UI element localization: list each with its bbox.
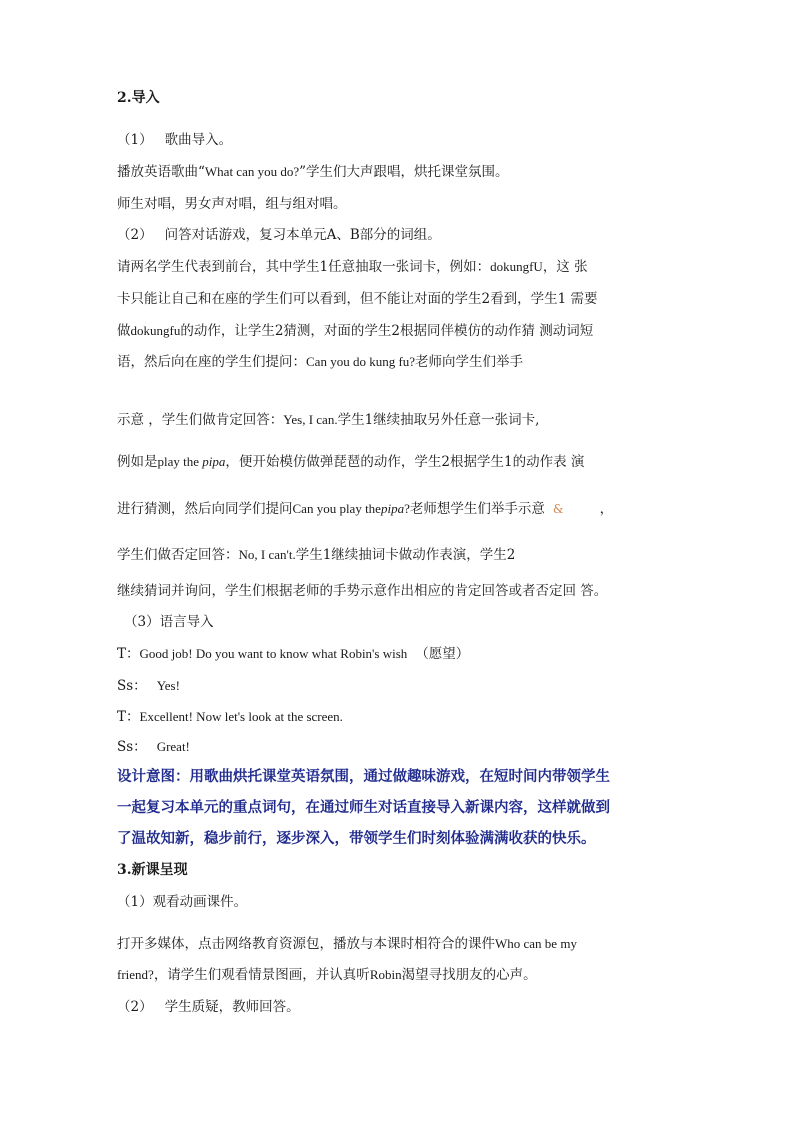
text-span: 的动作，让学生2猜测，对面的学生2根据同伴模仿的动作猜 测动词短 bbox=[180, 323, 594, 339]
english-question: Can you do kung fu? bbox=[306, 354, 416, 369]
text-span: 播放英语歌曲“ bbox=[117, 164, 205, 180]
paragraph-questions bbox=[117, 997, 300, 1017]
text-span: 语，然后向在座的学生们提问： bbox=[117, 354, 306, 370]
dialog-line bbox=[117, 737, 190, 757]
design-intent-line: 设计意图：用歌曲烘托课堂英语氛围，通过做趣味游戏，在短时间内带领学生 bbox=[117, 768, 610, 785]
text-span: 渴望寻找朋友的心声。 bbox=[401, 967, 537, 983]
list-text: 歌曲导入。 bbox=[164, 132, 233, 148]
list-label: （2） bbox=[117, 227, 153, 243]
list-text: 学生质疑，教师回答。 bbox=[164, 999, 300, 1015]
speaker-label: T： bbox=[117, 646, 140, 662]
ampersand-mark: & bbox=[552, 502, 564, 516]
text-line: 师生对唱，男女声对唱，组与组对唱。 bbox=[117, 196, 347, 212]
character-name: Robin bbox=[369, 967, 402, 982]
section-2-title: 2.导入 bbox=[117, 90, 160, 106]
text-line bbox=[117, 257, 588, 277]
dialog-line bbox=[117, 644, 469, 664]
paragraph-dialog-game bbox=[117, 225, 441, 245]
english-question: ? bbox=[404, 501, 410, 516]
paragraph-language-intro: （3）语言导入 bbox=[124, 614, 214, 630]
dialog-note: （愿望） bbox=[415, 646, 470, 662]
text-span: ”学生们大声跟唱，烘托课堂氛围。 bbox=[299, 164, 509, 180]
text-span: 学生1继续抽取另外任意一张词卡, bbox=[337, 412, 540, 428]
dialog-line bbox=[117, 676, 180, 696]
dialog-line bbox=[117, 707, 343, 727]
text-line bbox=[117, 499, 613, 519]
text-line bbox=[117, 321, 593, 341]
text-line bbox=[117, 452, 584, 472]
courseware-title: friend? bbox=[117, 967, 154, 982]
text-span: 请两名学生代表到前台，其中学生1任意抽取一张词卡，例如： bbox=[117, 259, 491, 275]
text-span: 学生们做否定回答： bbox=[117, 547, 239, 563]
text-line: 继续猜词并询问，学生们根据老师的手势示意作出相应的肯定回答或者否定回 答。 bbox=[117, 583, 608, 599]
text-line: 卡只能让自己和在座的学生们可以看到，但不能让对面的学生2看到，学生1 需要 bbox=[117, 291, 598, 307]
list-label: （2） bbox=[117, 999, 153, 1015]
text-line bbox=[117, 162, 509, 182]
english-answer: Yes, I can. bbox=[283, 412, 338, 427]
english-phrase: play the bbox=[157, 454, 203, 469]
design-intent-line: 了温故知新，稳步前行，逐步深入，带领学生们时刻体验满满收获的快乐。 bbox=[117, 830, 596, 847]
english-phrase-italic: pipa bbox=[380, 501, 405, 516]
text-line bbox=[117, 410, 539, 430]
text-span: 老师想学生们举手示意 bbox=[409, 501, 545, 517]
speaker-label: Ss： bbox=[117, 678, 147, 694]
text-span: ，便开始模仿做弹琵琶的动作，学生2根据学生1的动作表 演 bbox=[225, 454, 585, 470]
text-span: 示意 ，学生们做肯定回答： bbox=[117, 412, 284, 428]
dialog-text: Excellent! Now let's look at the screen. bbox=[139, 709, 343, 724]
paragraph-song-intro bbox=[117, 130, 232, 150]
text-span: ， bbox=[599, 501, 614, 517]
text-line bbox=[117, 545, 515, 565]
speaker-label: T： bbox=[117, 709, 140, 725]
text-span: ，这 张 bbox=[542, 259, 588, 275]
text-span: ，请学生们观看情景图画，并认真听 bbox=[153, 967, 370, 983]
text-span: 进行猜测，然后向同学们提问 bbox=[117, 501, 293, 517]
english-answer: No, I can't. bbox=[238, 547, 296, 562]
dialog-text: Yes! bbox=[156, 678, 180, 693]
dialog-text: Great! bbox=[156, 739, 190, 754]
text-span: 做 bbox=[117, 323, 131, 339]
list-text: 问答对话游戏，复习本单元A、B部分的词组。 bbox=[164, 227, 441, 243]
courseware-title: Who can be my bbox=[495, 936, 577, 951]
song-title: What can you do? bbox=[204, 164, 300, 179]
paragraph-animation: （1）观看动画课件。 bbox=[117, 894, 248, 910]
word-card: dokungfU bbox=[490, 259, 543, 274]
design-intent-line: 一起复习本单元的重点词句，在通过师生对话直接导入新课内容，这样就做到 bbox=[117, 799, 610, 816]
english-question: Can you play the bbox=[292, 501, 381, 516]
list-label: （1） bbox=[117, 132, 153, 148]
speaker-label: Ss： bbox=[117, 739, 147, 755]
word-card: dokungfu bbox=[130, 323, 181, 338]
text-line bbox=[117, 352, 523, 372]
english-phrase-italic: pipa bbox=[202, 454, 226, 469]
text-span: 老师向学生们举手 bbox=[415, 354, 524, 370]
text-span: 打开多媒体，点击网络教育资源包，播放与本课时相符合的课件 bbox=[117, 936, 495, 952]
text-line bbox=[117, 965, 537, 985]
text-span: 例如是 bbox=[117, 454, 158, 470]
dialog-text: Good job! Do you want to know what Robin's wish bbox=[139, 646, 408, 661]
section-3-title: 3.新课呈现 bbox=[117, 862, 188, 878]
text-line bbox=[117, 934, 577, 954]
text-span: 学生1继续抽词卡做动作表演，学生2 bbox=[295, 547, 516, 563]
